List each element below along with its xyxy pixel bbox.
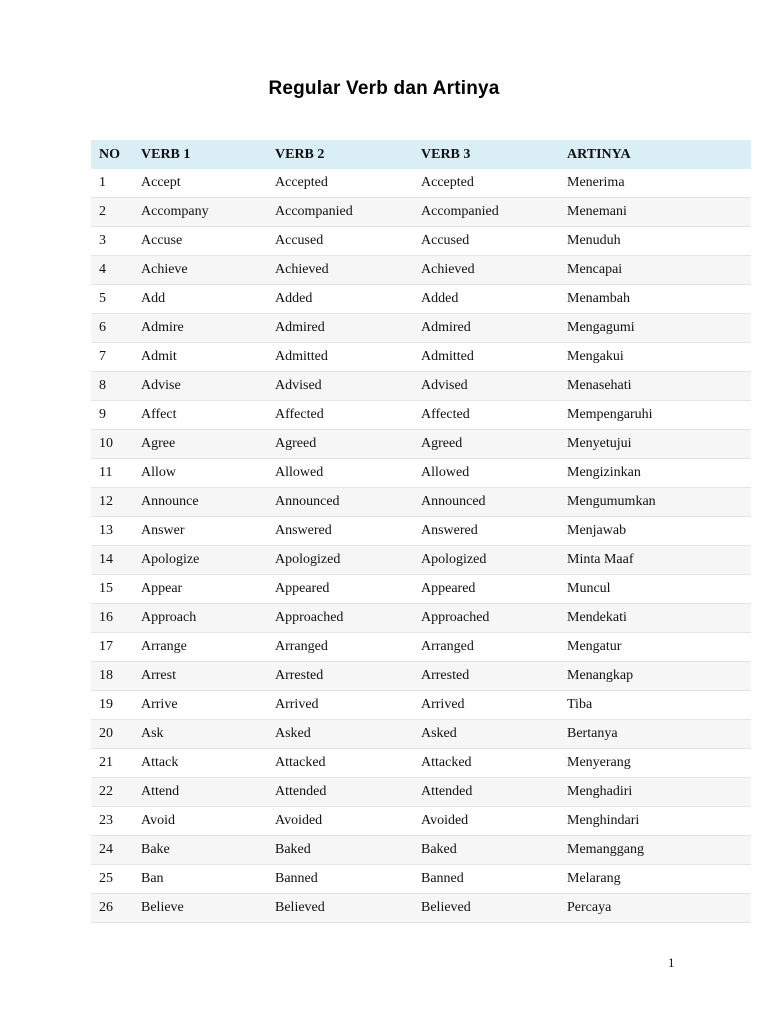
cell-verb-3: Apologized xyxy=(413,546,559,575)
cell-no: 18 xyxy=(91,662,133,691)
cell-verb-1: Accuse xyxy=(133,227,267,256)
table-row xyxy=(91,227,751,256)
cell-verb-2: Accompanied xyxy=(267,198,413,227)
cell-artinya: Minta Maaf xyxy=(559,546,751,575)
cell-verb-1: Attend xyxy=(133,778,267,807)
table-row xyxy=(91,198,751,227)
cell-no: 26 xyxy=(91,894,133,923)
cell-no: 7 xyxy=(91,343,133,372)
cell-verb-3: Accompanied xyxy=(413,198,559,227)
cell-verb-3: Arranged xyxy=(413,633,559,662)
cell-artinya: Menangkap xyxy=(559,662,751,691)
cell-verb-3: Banned xyxy=(413,865,559,894)
cell-no: 20 xyxy=(91,720,133,749)
cell-artinya: Mengatur xyxy=(559,633,751,662)
cell-no: 1 xyxy=(91,169,133,198)
table-row xyxy=(91,372,751,401)
cell-verb-1: Appear xyxy=(133,575,267,604)
cell-verb-2: Announced xyxy=(267,488,413,517)
cell-verb-3: Attacked xyxy=(413,749,559,778)
table-row xyxy=(91,343,751,372)
cell-artinya: Melarang xyxy=(559,865,751,894)
cell-verb-1: Affect xyxy=(133,401,267,430)
cell-verb-2: Admitted xyxy=(267,343,413,372)
cell-verb-1: Accept xyxy=(133,169,267,198)
cell-artinya: Menjawab xyxy=(559,517,751,546)
cell-no: 24 xyxy=(91,836,133,865)
cell-verb-1: Accompany xyxy=(133,198,267,227)
cell-verb-1: Approach xyxy=(133,604,267,633)
table-row xyxy=(91,314,751,343)
cell-no: 3 xyxy=(91,227,133,256)
cell-verb-1: Add xyxy=(133,285,267,314)
table-row xyxy=(91,575,751,604)
cell-artinya: Menyetujui xyxy=(559,430,751,459)
table-row xyxy=(91,169,751,198)
cell-no: 19 xyxy=(91,691,133,720)
table-row xyxy=(91,488,751,517)
cell-verb-2: Avoided xyxy=(267,807,413,836)
cell-artinya: Muncul xyxy=(559,575,751,604)
cell-verb-1: Arrest xyxy=(133,662,267,691)
cell-verb-3: Attended xyxy=(413,778,559,807)
cell-verb-1: Arrange xyxy=(133,633,267,662)
cell-artinya: Memanggang xyxy=(559,836,751,865)
cell-verb-3: Advised xyxy=(413,372,559,401)
cell-artinya: Mengagumi xyxy=(559,314,751,343)
cell-verb-2: Affected xyxy=(267,401,413,430)
cell-verb-1: Avoid xyxy=(133,807,267,836)
cell-artinya: Mengakui xyxy=(559,343,751,372)
cell-verb-2: Agreed xyxy=(267,430,413,459)
table-row xyxy=(91,604,751,633)
cell-verb-1: Advise xyxy=(133,372,267,401)
cell-verb-3: Admired xyxy=(413,314,559,343)
cell-no: 13 xyxy=(91,517,133,546)
cell-verb-2: Baked xyxy=(267,836,413,865)
cell-verb-2: Allowed xyxy=(267,459,413,488)
cell-no: 12 xyxy=(91,488,133,517)
cell-verb-3: Appeared xyxy=(413,575,559,604)
table-row xyxy=(91,807,751,836)
cell-verb-3: Approached xyxy=(413,604,559,633)
cell-no: 10 xyxy=(91,430,133,459)
cell-no: 22 xyxy=(91,778,133,807)
cell-verb-1: Allow xyxy=(133,459,267,488)
table-row xyxy=(91,633,751,662)
cell-verb-2: Achieved xyxy=(267,256,413,285)
table-row xyxy=(91,865,751,894)
cell-artinya: Menerima xyxy=(559,169,751,198)
cell-no: 17 xyxy=(91,633,133,662)
cell-verb-2: Added xyxy=(267,285,413,314)
cell-artinya: Menemani xyxy=(559,198,751,227)
table-row xyxy=(91,749,751,778)
cell-verb-3: Accused xyxy=(413,227,559,256)
table-row xyxy=(91,720,751,749)
header-no: NO xyxy=(91,140,133,169)
table-row xyxy=(91,778,751,807)
cell-no: 16 xyxy=(91,604,133,633)
cell-verb-1: Arrive xyxy=(133,691,267,720)
table-header-row xyxy=(91,140,751,169)
cell-verb-1: Bake xyxy=(133,836,267,865)
page-title-text: Regular Verb dan Artinya xyxy=(268,78,500,99)
cell-artinya: Menyerang xyxy=(559,749,751,778)
cell-verb-3: Admitted xyxy=(413,343,559,372)
cell-verb-3: Affected xyxy=(413,401,559,430)
cell-verb-2: Admired xyxy=(267,314,413,343)
cell-verb-3: Arrested xyxy=(413,662,559,691)
page-number: 1 xyxy=(668,955,675,970)
table-row xyxy=(91,691,751,720)
cell-verb-2: Arranged xyxy=(267,633,413,662)
header-artinya: ARTINYA xyxy=(559,140,751,169)
cell-no: 8 xyxy=(91,372,133,401)
cell-verb-2: Apologized xyxy=(267,546,413,575)
cell-artinya: Menuduh xyxy=(559,227,751,256)
cell-verb-1: Ask xyxy=(133,720,267,749)
cell-verb-3: Accepted xyxy=(413,169,559,198)
cell-verb-2: Accepted xyxy=(267,169,413,198)
cell-verb-3: Agreed xyxy=(413,430,559,459)
cell-verb-3: Avoided xyxy=(413,807,559,836)
cell-artinya: Menghindari xyxy=(559,807,751,836)
table-row xyxy=(91,836,751,865)
cell-verb-3: Asked xyxy=(413,720,559,749)
cell-verb-1: Ban xyxy=(133,865,267,894)
cell-verb-2: Arrested xyxy=(267,662,413,691)
table-row xyxy=(91,894,751,923)
cell-no: 2 xyxy=(91,198,133,227)
cell-verb-2: Accused xyxy=(267,227,413,256)
cell-artinya: Mencapai xyxy=(559,256,751,285)
cell-no: 6 xyxy=(91,314,133,343)
cell-verb-3: Added xyxy=(413,285,559,314)
cell-verb-3: Baked xyxy=(413,836,559,865)
cell-verb-2: Attacked xyxy=(267,749,413,778)
cell-verb-1: Agree xyxy=(133,430,267,459)
cell-verb-3: Answered xyxy=(413,517,559,546)
cell-verb-3: Achieved xyxy=(413,256,559,285)
cell-artinya: Mendekati xyxy=(559,604,751,633)
header-verb-1: VERB 1 xyxy=(133,140,267,169)
cell-artinya: Mengumumkan xyxy=(559,488,751,517)
cell-verb-2: Arrived xyxy=(267,691,413,720)
table-row xyxy=(91,459,751,488)
cell-no: 23 xyxy=(91,807,133,836)
verb-table xyxy=(91,140,751,923)
cell-artinya: Percaya xyxy=(559,894,751,923)
cell-verb-2: Banned xyxy=(267,865,413,894)
table-row xyxy=(91,256,751,285)
cell-artinya: Bertanya xyxy=(559,720,751,749)
cell-verb-3: Allowed xyxy=(413,459,559,488)
cell-verb-1: Announce xyxy=(133,488,267,517)
table-row xyxy=(91,430,751,459)
cell-no: 14 xyxy=(91,546,133,575)
table-row xyxy=(91,546,751,575)
cell-no: 21 xyxy=(91,749,133,778)
cell-verb-2: Answered xyxy=(267,517,413,546)
cell-verb-2: Asked xyxy=(267,720,413,749)
table-row xyxy=(91,285,751,314)
table-header xyxy=(91,140,751,169)
table-row xyxy=(91,517,751,546)
cell-no: 5 xyxy=(91,285,133,314)
cell-artinya: Menambah xyxy=(559,285,751,314)
table-row xyxy=(91,662,751,691)
cell-no: 25 xyxy=(91,865,133,894)
cell-verb-3: Announced xyxy=(413,488,559,517)
cell-artinya: Mengizinkan xyxy=(559,459,751,488)
cell-no: 11 xyxy=(91,459,133,488)
cell-artinya: Tiba xyxy=(559,691,751,720)
cell-verb-2: Advised xyxy=(267,372,413,401)
header-verb-2: VERB 2 xyxy=(267,140,413,169)
cell-no: 4 xyxy=(91,256,133,285)
cell-verb-1: Believe xyxy=(133,894,267,923)
page-title xyxy=(0,78,768,100)
cell-verb-1: Admit xyxy=(133,343,267,372)
table-row xyxy=(91,401,751,430)
cell-verb-1: Attack xyxy=(133,749,267,778)
table-body xyxy=(91,169,751,923)
cell-artinya: Mempengaruhi xyxy=(559,401,751,430)
cell-verb-1: Admire xyxy=(133,314,267,343)
cell-verb-3: Believed xyxy=(413,894,559,923)
cell-verb-2: Believed xyxy=(267,894,413,923)
cell-artinya: Menasehati xyxy=(559,372,751,401)
header-verb-3: VERB 3 xyxy=(413,140,559,169)
cell-verb-2: Approached xyxy=(267,604,413,633)
cell-no: 15 xyxy=(91,575,133,604)
cell-verb-3: Arrived xyxy=(413,691,559,720)
cell-verb-2: Attended xyxy=(267,778,413,807)
cell-no: 9 xyxy=(91,401,133,430)
cell-verb-1: Apologize xyxy=(133,546,267,575)
cell-verb-1: Achieve xyxy=(133,256,267,285)
cell-verb-1: Answer xyxy=(133,517,267,546)
cell-artinya: Menghadiri xyxy=(559,778,751,807)
cell-verb-2: Appeared xyxy=(267,575,413,604)
